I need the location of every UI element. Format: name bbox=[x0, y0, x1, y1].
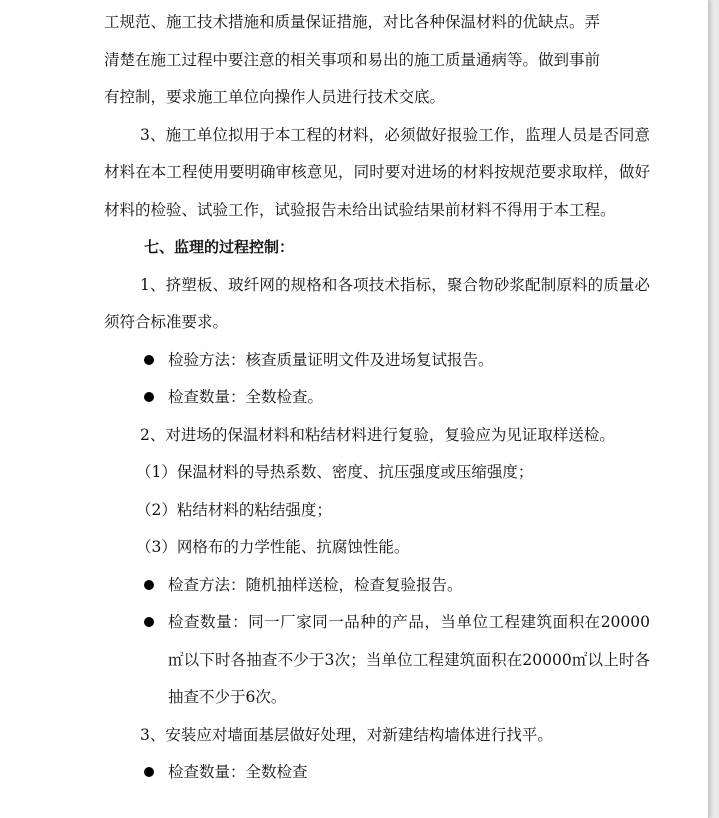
bullet-item bbox=[104, 567, 650, 605]
bullet-text: 检查数量：全数检查。 bbox=[168, 388, 324, 406]
list-item: 2、对进场的保温材料和粘结材料进行复验，复验应为见证取样送检。 bbox=[140, 425, 615, 444]
paragraph-materials-approval: 3、施工单位拟用于本工程的材料，必须做好报验工作，监理人员是否同意材料在本工程使用要明确审核意见，同时要对进场的材料按规范要求取样，做好材料的检验、试验工作，试验报告未给出试验结果前材料不得用于本工程。 bbox=[104, 125, 650, 219]
paragraph-line: 工规范、施工技术措施和质量保证措施，对比各种保温材料的优缺点。弄 bbox=[104, 13, 601, 31]
bullet-icon bbox=[144, 392, 154, 402]
bullet-item bbox=[104, 754, 650, 792]
sub-item: （1）保温材料的导热系数、密度、抗压强度或压缩强度； bbox=[136, 463, 534, 481]
bullet-item bbox=[104, 604, 650, 717]
bullet-icon bbox=[144, 617, 154, 627]
list-item: 1、挤塑板、玻纤网的规格和各项技术指标，聚合物砂浆配制原料的质量必须符合标准要求。 bbox=[104, 275, 650, 331]
bullet-text: 检查方法：随机抽样送检，检查复验报告。 bbox=[168, 575, 463, 594]
section-heading: 七、监理的过程控制： bbox=[144, 238, 295, 256]
bullet-text: 检查数量：全数检查 bbox=[168, 763, 308, 781]
bullet-item bbox=[104, 379, 650, 417]
bullet-icon bbox=[144, 580, 154, 590]
sub-item: （2）粘结材料的粘结强度； bbox=[136, 500, 332, 519]
sub-item: （3）网格布的力学性能、抗腐蚀性能。 bbox=[136, 538, 410, 556]
bullet-item bbox=[104, 342, 650, 380]
paragraph-line: 有控制，要求施工单位向操作人员进行技术交底。 bbox=[104, 88, 446, 106]
paragraph-line: 清楚在施工过程中要注意的相关事项和易出的施工质量通病等。做到事前 bbox=[104, 50, 601, 69]
list-item: 3、安装应对墙面基层做好处理，对新建结构墙体进行找平。 bbox=[140, 725, 553, 744]
bullet-icon bbox=[144, 355, 154, 365]
bullet-icon bbox=[144, 767, 154, 777]
bullet-text: 检验方法：核查质量证明文件及进场复试报告。 bbox=[168, 350, 494, 369]
bullet-text: 检查数量：同一厂家同一品种的产品，当单位工程建筑面积在20000㎡以下时各抽查不少于3次；当单位工程建筑面积在20000㎡以上时各抽查不少于6次。 bbox=[168, 613, 650, 706]
document-body bbox=[104, 4, 650, 792]
